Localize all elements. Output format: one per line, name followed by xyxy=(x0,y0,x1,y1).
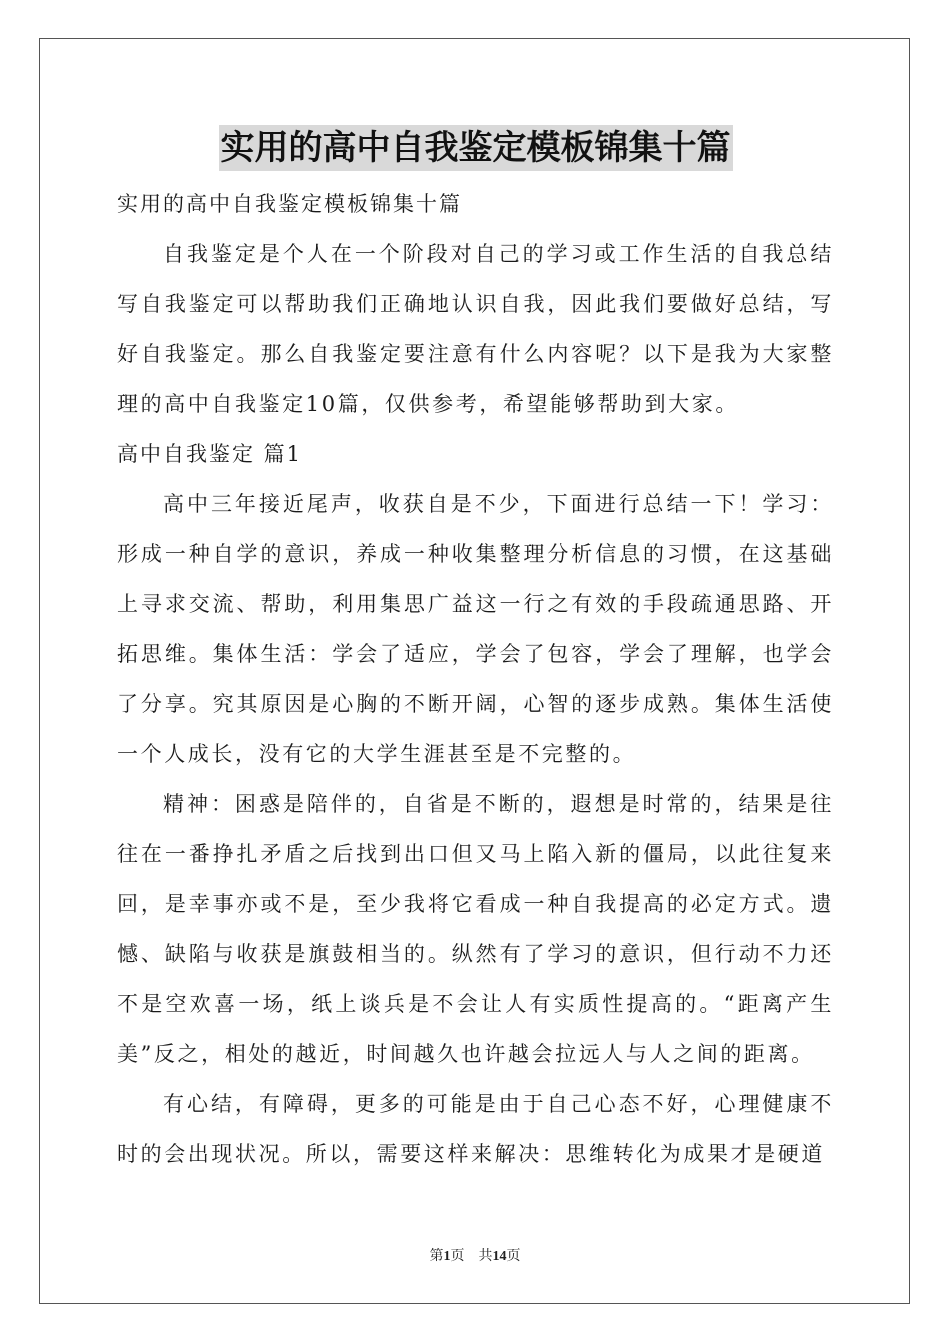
subtitle-line: 实用的高中自我鉴定模板锦集十篇 xyxy=(117,192,462,216)
intro-paragraph: 自我鉴定是个人在一个阶段对自己的学习或工作生活的自我总结写自我鉴定可以帮助我们正确地认识自我，因此我们要做好总结，写好自我鉴定。那么自我鉴定要注意有什么内容呢？以下是我为大家整理的高中自我鉴定10篇，仅供参考，希望能够帮助到大家。 xyxy=(117,242,834,416)
document-title: 实用的高中自我鉴定模板锦集十篇 xyxy=(219,125,733,171)
page-prefix: 第 xyxy=(429,1249,444,1264)
body-paragraph-3: 有心结，有障碍，更多的可能是由于自己心态不好，心理健康不时的会出现状况。所以，需要这样来解决：思维转化为成果才是硬道 xyxy=(117,1092,834,1166)
body-paragraph-1: 高中三年接近尾声，收获自是不少，下面进行总结一下！学习：形成一种自学的意识，养成一种收集整理分析信息的习惯，在这基础上寻求交流、帮助，利用集思广益这一行之有效的手段疏通思路、开拓思维。集体生活：学会了适应，学会了包容，学会了理解，也学会了分享。究其原因是心胸的不断开阔，心智的逐步成熟。集体生活使一个人成长，没有它的大学生涯甚至是不完整的。 xyxy=(117,492,834,766)
section-heading: 高中自我鉴定 篇1 xyxy=(117,442,303,466)
document-body xyxy=(117,125,834,1179)
page-footer xyxy=(0,1247,950,1267)
total-prefix: 共 xyxy=(478,1249,493,1264)
body-paragraph-2: 精神：困惑是陪伴的，自省是不断的，遐想是时常的，结果是往往在一番挣扎矛盾之后找到出口但又马上陷入新的僵局，以此往复来回，是幸事亦或不是，至少我将它看成一种自我提高的必定方式。遗憾、缺陷与收获是旗鼓相当的。纵然有了学习的意识，但行动不力还不是空欢喜一场，纸上谈兵是不会让人有实质性提高的。“距离产生美”反之，相处的越近，时间越久也许越会拉远人与人之间的距离。 xyxy=(117,792,834,1066)
title-wrap xyxy=(117,125,834,173)
page-suffix: 页 xyxy=(450,1249,465,1264)
page-current: 1 xyxy=(443,1249,451,1264)
page-total: 14 xyxy=(492,1249,507,1264)
total-suffix: 页 xyxy=(506,1249,521,1264)
